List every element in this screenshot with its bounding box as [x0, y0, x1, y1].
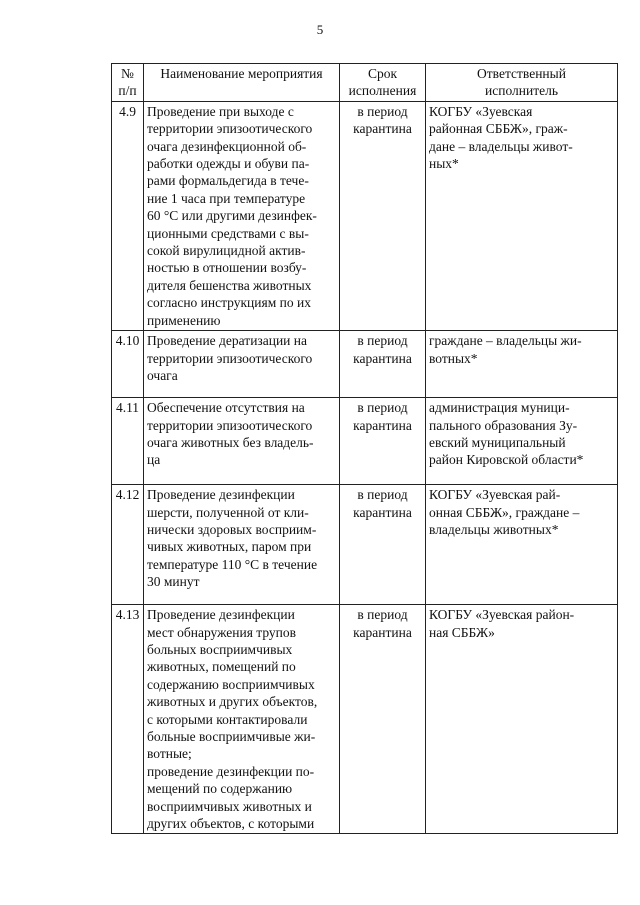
row-number: 4.10: [112, 331, 144, 398]
row-measure: Проведение дезинфекции мест обнаружения трупов больных восприимчивых животных, помещений по содержанию восприимчивых животных и других объектов, с которыми контактировали больные восприимчивые жи- вотные; проведение дезинфекции по- мещений по содержанию восприимчивых животных и других объектов, с которыми: [144, 605, 340, 834]
table-row: [112, 485, 618, 605]
measures-table: [111, 63, 618, 834]
row-executor: граждане – владельцы жи- вотных*: [426, 331, 618, 398]
row-number: 4.11: [112, 398, 144, 485]
row-measure: Проведение дезинфекции шерсти, полученной от кли- нически здоровых восприим- чивых животных, паром при температуре 110 °С в течение 30 минут: [144, 485, 340, 605]
row-number: 4.12: [112, 485, 144, 605]
table-row: [112, 398, 618, 485]
row-executor: КОГБУ «Зуевская районная СББЖ», граж- дане – владельцы живот- ных*: [426, 101, 618, 330]
row-measure: Проведение при выходе с территории эпизоотического очага дезинфекционной об- работки одежды и обуви па- рами формальдегида в тече- ние 1 часа при температуре 60 °С или другими дезинфек- ционными средствами с вы- сокой вирулицидной актив- ностью в отношении возбу- дителя бешенства животных согласно инструкциям по их применению: [144, 101, 340, 330]
header-name: Наименование мероприятия: [144, 64, 340, 102]
table-row: [112, 331, 618, 398]
table-row: [112, 101, 618, 330]
row-number: 4.13: [112, 605, 144, 834]
row-term: в период карантина: [340, 485, 426, 605]
header-term: Срок исполнения: [340, 64, 426, 102]
row-number: 4.9: [112, 101, 144, 330]
row-term: в период карантина: [340, 101, 426, 330]
row-term: в период карантина: [340, 331, 426, 398]
row-executor: КОГБУ «Зуевская рай- онная СББЖ», граждане – владельцы животных*: [426, 485, 618, 605]
row-term: в период карантина: [340, 605, 426, 834]
header-executor: Ответственный исполнитель: [426, 64, 618, 102]
table-row: [112, 605, 618, 834]
row-term: в период карантина: [340, 398, 426, 485]
row-executor: КОГБУ «Зуевская район- ная СББЖ»: [426, 605, 618, 834]
page-number: 5: [316, 22, 324, 37]
row-measure: Проведение дератизации на территории эпизоотического очага: [144, 331, 340, 398]
table-header-row: [112, 64, 618, 102]
header-num: № п/п: [112, 64, 144, 102]
row-executor: администрация муници- пального образования Зу- евский муниципальный район Кировской области*: [426, 398, 618, 485]
row-measure: Обеспечение отсутствия на территории эпизоотического очага животных без владель- ца: [144, 398, 340, 485]
